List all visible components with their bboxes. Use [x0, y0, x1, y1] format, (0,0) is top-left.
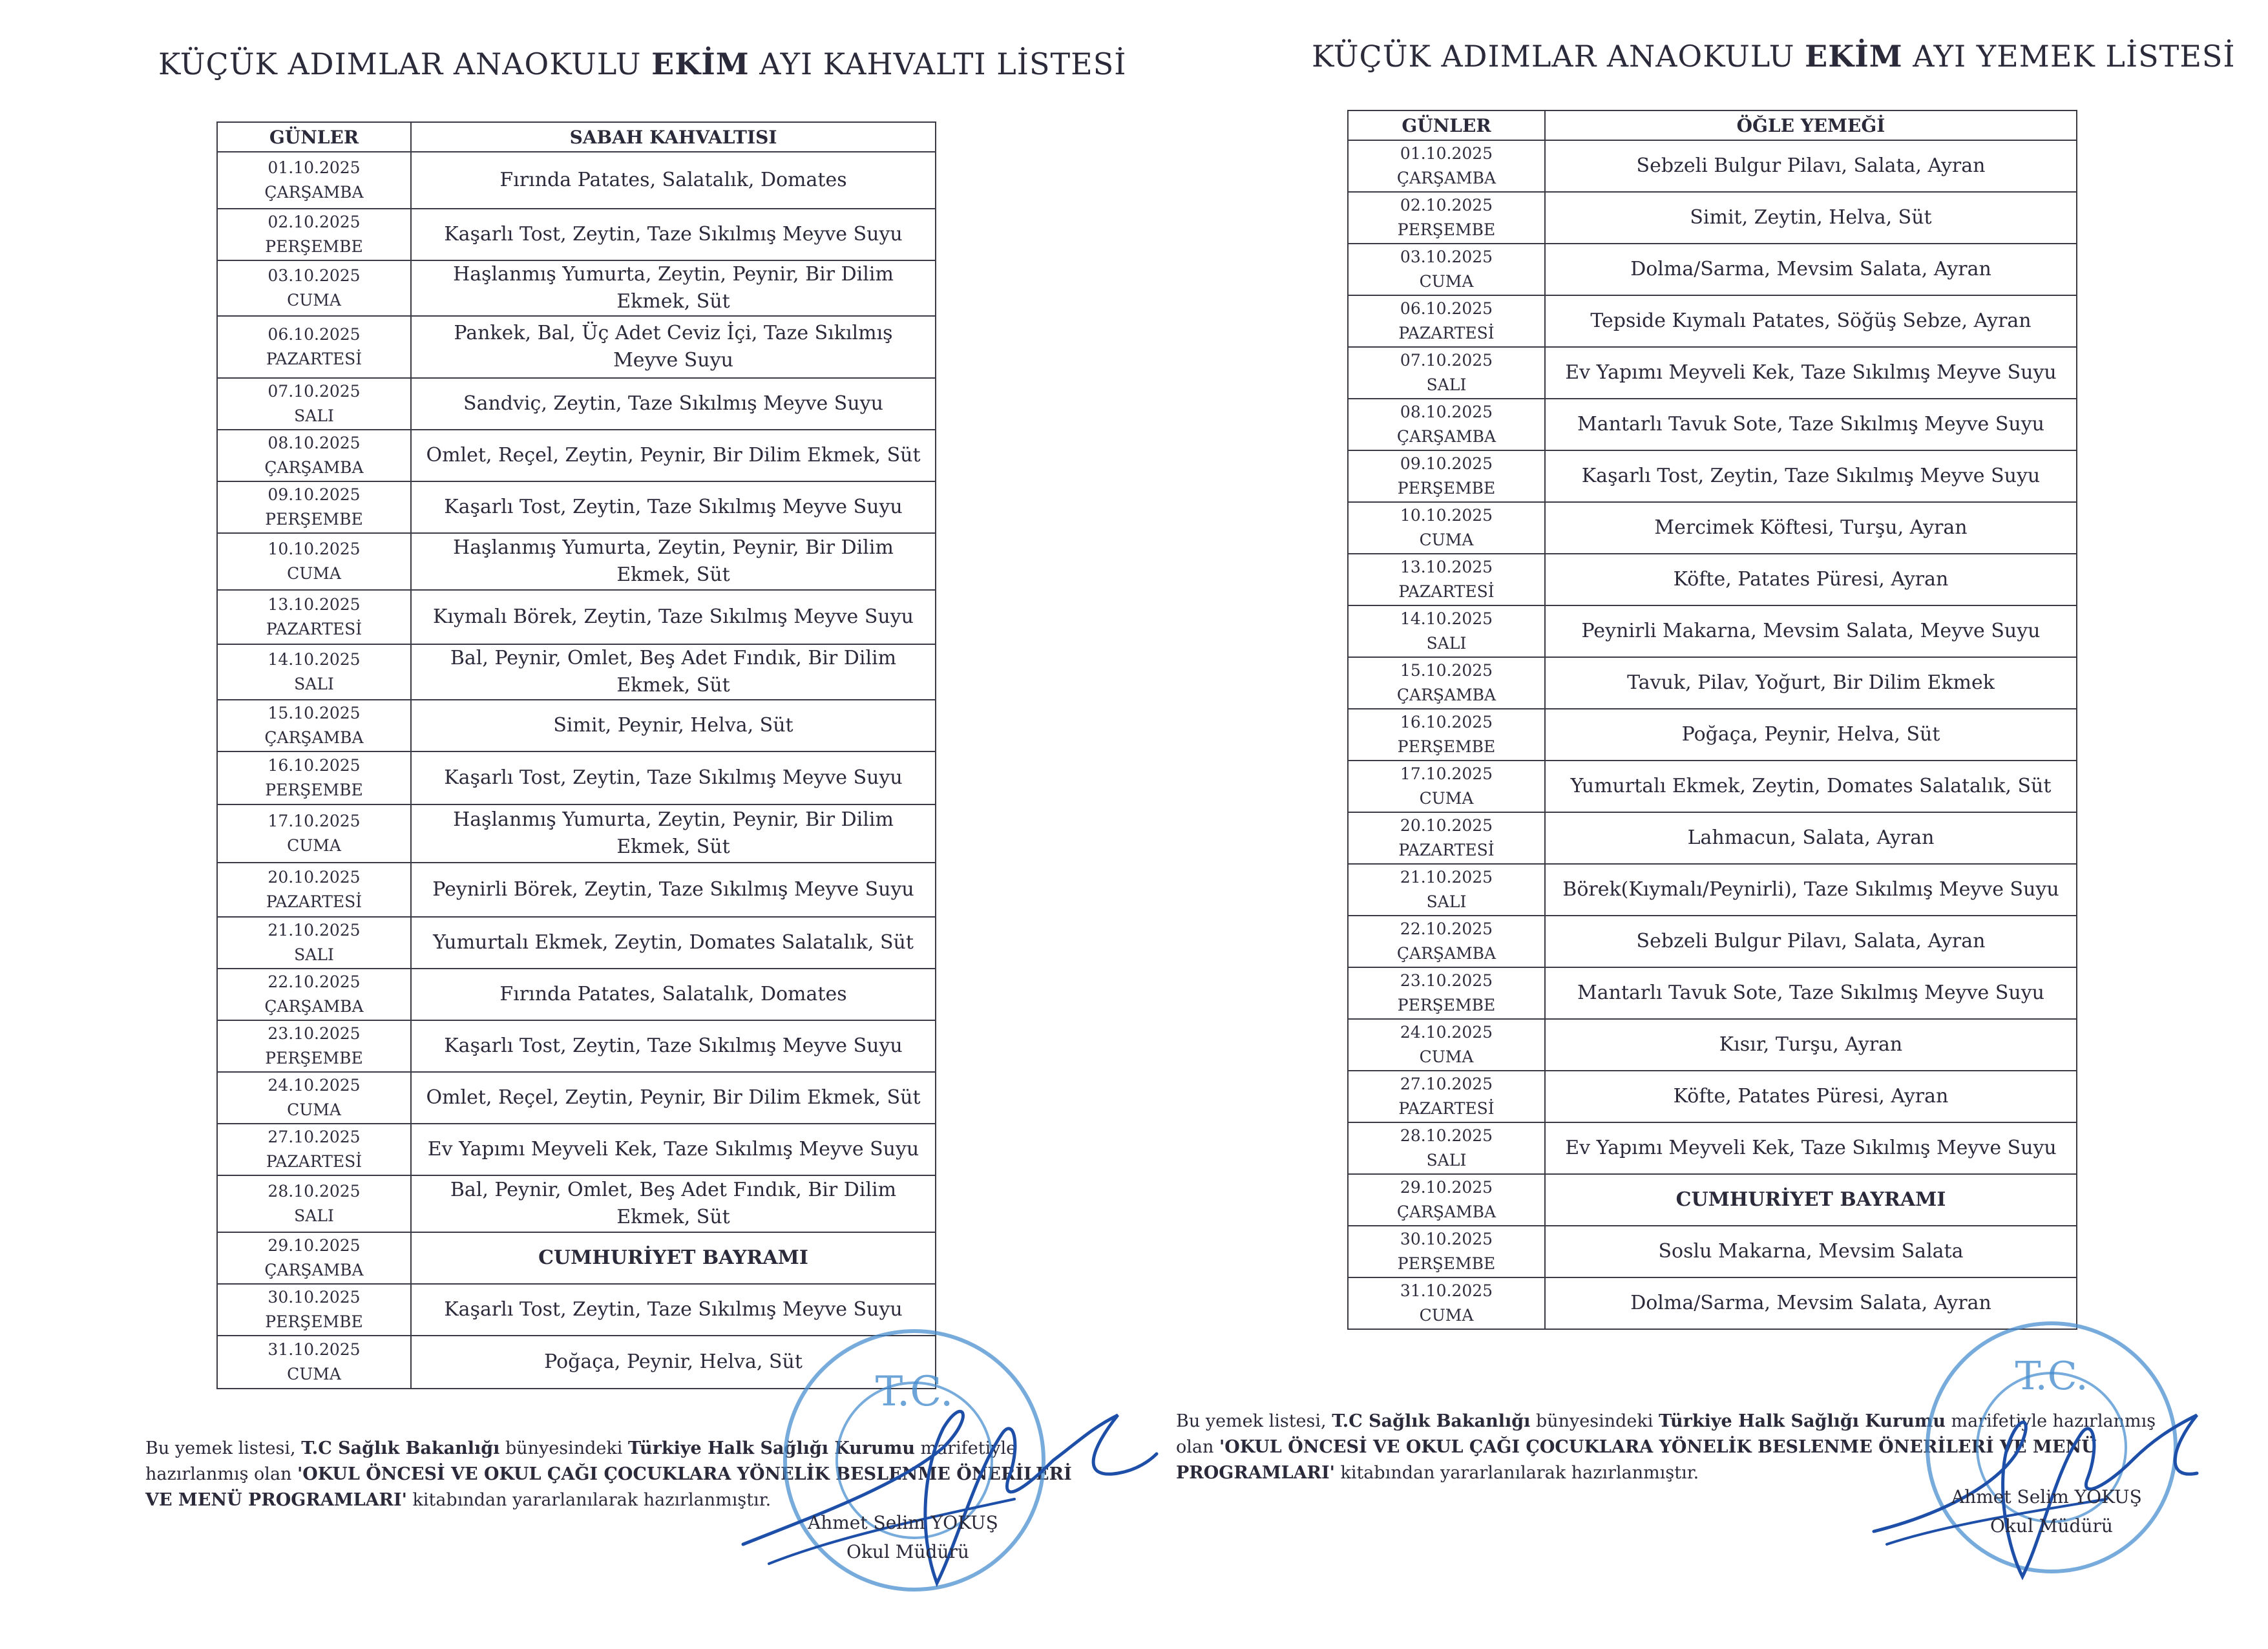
meal-cell: Haşlanmış Yumurta, Zeytin, Peynir, Bir Dilim Ekmek, Süt: [411, 804, 936, 863]
weekday-text: ÇARŞAMBA: [1396, 1203, 1496, 1221]
weekday-text: SALI: [1426, 634, 1467, 653]
weekday-text: CUMA: [1419, 789, 1474, 808]
day-cell: [217, 430, 411, 481]
weekday-text: SALI: [294, 406, 334, 425]
date-text: 15.10.2025: [268, 704, 361, 722]
date-text: 07.10.2025: [268, 382, 361, 401]
date-text: 17.10.2025: [268, 812, 361, 830]
lunch-table: [1347, 110, 2077, 1330]
day-cell: [1348, 761, 1545, 812]
meal-cell: Sandviç, Zeytin, Taze Sıkılmış Meyve Suyu: [411, 378, 936, 430]
meal-cell: Peynirli Makarna, Mevsim Salata, Meyve Suyu: [1545, 605, 2077, 657]
day-cell: [217, 863, 411, 917]
day-cell: [1348, 347, 1545, 399]
table-row: [1348, 140, 2077, 192]
weekday-text: SALI: [294, 1206, 334, 1225]
meal-cell: Ev Yapımı Meyveli Kek, Taze Sıkılmış Meyve Suyu: [1545, 1122, 2077, 1174]
day-cell: [1348, 1122, 1545, 1174]
weekday-text: SALI: [1426, 892, 1467, 911]
table-row: [1348, 450, 2077, 502]
signer-name: Ahmet Selim YOKUŞ: [1951, 1486, 2142, 1507]
holiday-cell: CUMHURİYET BAYRAMI: [411, 1232, 936, 1284]
column-header-meal: SABAH KAHVALTISI: [411, 122, 936, 152]
table-row: [1348, 967, 2077, 1019]
table-row: [1348, 864, 2077, 916]
table-row: [217, 533, 936, 590]
table-row: [217, 1175, 936, 1232]
weekday-text: SALI: [294, 675, 334, 693]
day-cell: [1348, 450, 1545, 502]
table-row: [1348, 295, 2077, 347]
weekday-text: PERŞEMBE: [265, 237, 363, 256]
meal-cell: Simit, Zeytin, Helva, Süt: [1545, 192, 2077, 244]
day-cell: [217, 152, 411, 209]
day-cell: [217, 590, 411, 644]
date-text: 08.10.2025: [268, 434, 361, 452]
table-row: [1348, 761, 2077, 812]
table-row: [217, 1232, 936, 1284]
table-row: [217, 917, 936, 969]
date-text: 08.10.2025: [1400, 403, 1493, 421]
date-text: 07.10.2025: [1400, 351, 1493, 370]
meal-cell: Peynirli Börek, Zeytin, Taze Sıkılmış Meyve Suyu: [411, 863, 936, 917]
meal-cell: Fırında Patates, Salatalık, Domates: [411, 152, 936, 209]
day-cell: [217, 804, 411, 863]
weekday-text: ÇARŞAMBA: [1396, 169, 1496, 187]
table-row: [217, 430, 936, 481]
date-text: 30.10.2025: [268, 1288, 361, 1307]
weekday-text: CUMA: [1419, 530, 1474, 549]
footnote-text-4: kitabından yararlanılarak hazırlanmıştır.: [1334, 1463, 1699, 1483]
day-cell: [217, 969, 411, 1020]
day-cell: [1348, 1071, 1545, 1122]
day-cell: [217, 1232, 411, 1284]
footnote-institution: Türkiye Halk Sağlığı Kurumu: [1659, 1411, 1946, 1431]
signature-scribble: [730, 1389, 1170, 1602]
column-header-days: GÜNLER: [217, 122, 411, 152]
date-text: 20.10.2025: [1400, 816, 1493, 835]
meal-cell: Kaşarlı Tost, Zeytin, Taze Sıkılmış Meyve Suyu: [411, 481, 936, 533]
meal-cell: Poğaça, Peynir, Helva, Süt: [411, 1336, 936, 1389]
table-row: [217, 1072, 936, 1124]
table-row: [217, 481, 936, 533]
weekday-text: SALI: [1426, 1151, 1467, 1170]
footnote-institution: Türkiye Halk Sağlığı Kurumu: [628, 1438, 915, 1458]
meal-cell: Omlet, Reçel, Zeytin, Peynir, Bir Dilim Ekmek, Süt: [411, 1072, 936, 1124]
meal-cell: Köfte, Patates Püresi, Ayran: [1545, 1071, 2077, 1122]
meal-cell: Fırında Patates, Salatalık, Domates: [411, 969, 936, 1020]
title-suffix: AYI KAHVALTI LİSTESİ: [759, 47, 1127, 81]
weekday-text: PERŞEMBE: [265, 1049, 363, 1067]
date-text: 28.10.2025: [268, 1182, 361, 1201]
date-text: 21.10.2025: [1400, 868, 1493, 887]
meal-cell: Poğaça, Peynir, Helva, Süt: [1545, 709, 2077, 761]
meal-cell: Ev Yapımı Meyveli Kek, Taze Sıkılmış Meyve Suyu: [411, 1124, 936, 1175]
meal-cell: Dolma/Sarma, Mevsim Salata, Ayran: [1545, 1277, 2077, 1329]
svg-text:T.C.: T.C.: [875, 1368, 954, 1416]
table-row: [217, 804, 936, 863]
table-row: [217, 1020, 936, 1072]
date-text: 15.10.2025: [1400, 661, 1493, 680]
date-text: 23.10.2025: [268, 1024, 361, 1043]
meal-cell: Haşlanmış Yumurta, Zeytin, Peynir, Bir Dilim Ekmek, Süt: [411, 533, 936, 590]
day-cell: [217, 1072, 411, 1124]
meal-cell: Yumurtalı Ekmek, Zeytin, Domates Salatalık, Süt: [1545, 761, 2077, 812]
table-row: [217, 969, 936, 1020]
date-text: 09.10.2025: [268, 485, 361, 504]
table-row: [1348, 1071, 2077, 1122]
day-cell: [1348, 1226, 1545, 1277]
weekday-text: PERŞEMBE: [1397, 996, 1496, 1014]
meal-cell: Köfte, Patates Püresi, Ayran: [1545, 554, 2077, 605]
date-text: 13.10.2025: [268, 595, 361, 614]
table-row: [1348, 554, 2077, 605]
meal-cell: Pankek, Bal, Üç Adet Ceviz İçi, Taze Sıkılmış Meyve Suyu: [411, 316, 936, 378]
weekday-text: CUMA: [287, 564, 341, 583]
weekday-text: CUMA: [1419, 1047, 1474, 1066]
table-header-row: [217, 122, 936, 152]
meal-cell: Kıymalı Börek, Zeytin, Taze Sıkılmış Meyve Suyu: [411, 590, 936, 644]
date-text: 09.10.2025: [1400, 454, 1493, 473]
meal-cell: Sebzeli Bulgur Pilavı, Salata, Ayran: [1545, 140, 2077, 192]
date-text: 20.10.2025: [268, 868, 361, 887]
title-month: EKİM: [1805, 39, 1903, 74]
day-cell: [1348, 295, 1545, 347]
day-cell: [217, 533, 411, 590]
weekday-text: CUMA: [287, 836, 341, 855]
weekday-text: CUMA: [287, 291, 341, 310]
table-row: [217, 590, 936, 644]
meal-cell: Börek(Kıymalı/Peynirli), Taze Sıkılmış Meyve Suyu: [1545, 864, 2077, 916]
day-cell: [217, 751, 411, 804]
table-row: [1348, 1226, 2077, 1277]
table-row: [217, 1124, 936, 1175]
signer-title: Okul Müdürü: [846, 1541, 969, 1562]
lunch-list-title: [1312, 39, 2236, 74]
weekday-text: PERŞEMBE: [1397, 737, 1496, 756]
day-cell: [217, 917, 411, 969]
table-row: [1348, 1019, 2077, 1071]
meal-cell: Sebzeli Bulgur Pilavı, Salata, Ayran: [1545, 916, 2077, 967]
date-text: 06.10.2025: [1400, 299, 1493, 318]
weekday-text: PAZARTESİ: [1398, 1099, 1495, 1118]
signer-name: Ahmet Selim YOKUŞ: [808, 1512, 998, 1533]
table-row: [1348, 1174, 2077, 1226]
day-cell: [1348, 502, 1545, 554]
meal-cell: Haşlanmış Yumurta, Zeytin, Peynir, Bir Dilim Ekmek, Süt: [411, 260, 936, 316]
date-text: 27.10.2025: [268, 1128, 361, 1146]
weekday-text: CUMA: [1419, 272, 1474, 291]
holiday-cell: CUMHURİYET BAYRAMI: [1545, 1174, 2077, 1226]
weekday-text: ÇARŞAMBA: [264, 997, 364, 1016]
meal-cell: Kaşarlı Tost, Zeytin, Taze Sıkılmış Meyve Suyu: [411, 1284, 936, 1336]
table-row: [1348, 347, 2077, 399]
meal-cell: Ev Yapımı Meyveli Kek, Taze Sıkılmış Meyve Suyu: [1545, 347, 2077, 399]
meal-cell: Kaşarlı Tost, Zeytin, Taze Sıkılmış Meyve Suyu: [1545, 450, 2077, 502]
date-text: 03.10.2025: [268, 266, 361, 285]
date-text: 23.10.2025: [1400, 971, 1493, 990]
table-row: [217, 700, 936, 751]
table-row: [1348, 916, 2077, 967]
breakfast-table: [216, 121, 936, 1389]
day-cell: [217, 1124, 411, 1175]
day-cell: [1348, 605, 1545, 657]
footnote-text-3: marifetiyle hazırlanmış olan: [145, 1438, 1017, 1484]
title-prefix: KÜÇÜK ADIMLAR ANAOKULU: [1312, 39, 1795, 74]
meal-cell: Lahmacun, Salata, Ayran: [1545, 812, 2077, 864]
meal-cell: Mercimek Köftesi, Turşu, Ayran: [1545, 502, 2077, 554]
day-cell: [1348, 1174, 1545, 1226]
table-row: [217, 644, 936, 700]
weekday-text: PERŞEMBE: [265, 1312, 363, 1331]
weekday-text: ÇARŞAMBA: [264, 183, 364, 202]
meal-cell: Yumurtalı Ekmek, Zeytin, Domates Salatalık, Süt: [411, 917, 936, 969]
date-text: 10.10.2025: [268, 540, 361, 558]
day-cell: [217, 260, 411, 316]
day-cell: [1348, 916, 1545, 967]
weekday-text: PERŞEMBE: [265, 510, 363, 529]
date-text: 01.10.2025: [1400, 144, 1493, 163]
weekday-text: PERŞEMBE: [1397, 220, 1496, 239]
date-text: 01.10.2025: [268, 158, 361, 177]
weekday-text: PAZARTESİ: [266, 620, 362, 638]
table-row: [1348, 709, 2077, 761]
day-cell: [217, 481, 411, 533]
table-row: [217, 260, 936, 316]
weekday-text: PAZARTESİ: [266, 892, 362, 911]
date-text: 27.10.2025: [1400, 1075, 1493, 1093]
meal-cell: Soslu Makarna, Mevsim Salata: [1545, 1226, 2077, 1277]
date-text: 14.10.2025: [268, 650, 361, 669]
title-month: EKİM: [651, 47, 750, 81]
weekday-text: ÇARŞAMBA: [264, 458, 364, 477]
footnote-book-title: 'OKUL ÖNCESİ VE OKUL ÇAĞI ÇOCUKLARA YÖNELİK BESLENME ÖNERİLERİ VE MENÜ PROGRAMLARI': [1176, 1437, 2097, 1483]
table-row: [217, 751, 936, 804]
day-cell: [217, 1175, 411, 1232]
footnote-text-1: Bu yemek listesi,: [1176, 1411, 1332, 1431]
weekday-text: ÇARŞAMBA: [264, 728, 364, 747]
date-text: 31.10.2025: [268, 1340, 361, 1359]
table-header-row: [1348, 110, 2077, 140]
meal-cell: Kaşarlı Tost, Zeytin, Taze Sıkılmış Meyve Suyu: [411, 209, 936, 260]
table-row: [1348, 399, 2077, 450]
day-cell: [1348, 1277, 1545, 1329]
weekday-text: CUMA: [287, 1100, 341, 1119]
weekday-text: PAZARTESİ: [1398, 582, 1495, 601]
day-cell: [1348, 967, 1545, 1019]
table-row: [1348, 605, 2077, 657]
weekday-text: PAZARTESİ: [266, 350, 362, 368]
day-cell: [1348, 192, 1545, 244]
date-text: 21.10.2025: [268, 921, 361, 940]
weekday-text: ÇARŞAMBA: [264, 1261, 364, 1279]
weekday-text: CUMA: [287, 1365, 341, 1383]
weekday-text: ÇARŞAMBA: [1396, 944, 1496, 963]
meal-cell: Kaşarlı Tost, Zeytin, Taze Sıkılmış Meyve Suyu: [411, 1020, 936, 1072]
meal-cell: Tepside Kıymalı Patates, Söğüş Sebze, Ayran: [1545, 295, 2077, 347]
day-cell: [217, 700, 411, 751]
date-text: 02.10.2025: [268, 213, 361, 231]
day-cell: [1348, 554, 1545, 605]
day-cell: [1348, 244, 1545, 295]
meal-cell: Kaşarlı Tost, Zeytin, Taze Sıkılmış Meyve Suyu: [411, 751, 936, 804]
table-row: [1348, 244, 2077, 295]
table-row: [217, 378, 936, 430]
table-row: [1348, 1122, 2077, 1174]
date-text: 13.10.2025: [1400, 558, 1493, 576]
date-text: 03.10.2025: [1400, 247, 1493, 266]
weekday-text: SALI: [1426, 375, 1467, 394]
weekday-text: ÇARŞAMBA: [1396, 686, 1496, 704]
footnote-text-2: bünyesindeki: [1530, 1411, 1659, 1431]
footnote-text-1: Bu yemek listesi,: [145, 1438, 302, 1458]
table-row: [1348, 812, 2077, 864]
day-cell: [1348, 709, 1545, 761]
weekday-text: ÇARŞAMBA: [1396, 427, 1496, 446]
date-text: 10.10.2025: [1400, 506, 1493, 525]
meal-cell: Omlet, Reçel, Zeytin, Peynir, Bir Dilim Ekmek, Süt: [411, 430, 936, 481]
weekday-text: PERŞEMBE: [1397, 479, 1496, 498]
meal-cell: Tavuk, Pilav, Yoğurt, Bir Dilim Ekmek: [1545, 657, 2077, 709]
date-text: 30.10.2025: [1400, 1230, 1493, 1248]
weekday-text: PERŞEMBE: [1397, 1254, 1496, 1273]
date-text: 29.10.2025: [268, 1236, 361, 1255]
meal-cell: Kısır, Turşu, Ayran: [1545, 1019, 2077, 1071]
weekday-text: PAZARTESİ: [1398, 324, 1495, 342]
date-text: 06.10.2025: [268, 325, 361, 344]
table-row: [1348, 192, 2077, 244]
weekday-text: SALI: [294, 945, 334, 964]
day-cell: [217, 1284, 411, 1336]
date-text: 28.10.2025: [1400, 1126, 1493, 1145]
day-cell: [217, 209, 411, 260]
meal-cell: Mantarlı Tavuk Sote, Taze Sıkılmış Meyve Suyu: [1545, 399, 2077, 450]
meal-cell: Mantarlı Tavuk Sote, Taze Sıkılmış Meyve Suyu: [1545, 967, 2077, 1019]
svg-text:T.C.: T.C.: [2015, 1354, 2088, 1399]
column-header-days: GÜNLER: [1348, 110, 1545, 140]
date-text: 16.10.2025: [1400, 713, 1493, 731]
day-cell: [1348, 864, 1545, 916]
meal-cell: Bal, Peynir, Omlet, Beş Adet Fındık, Bir Dilim Ekmek, Süt: [411, 1175, 936, 1232]
table-row: [217, 152, 936, 209]
day-cell: [1348, 140, 1545, 192]
signer-title: Okul Müdürü: [1990, 1515, 2113, 1537]
meal-cell: Simit, Peynir, Helva, Süt: [411, 700, 936, 751]
date-text: 22.10.2025: [1400, 919, 1493, 938]
footnote-ministry: T.C Sağlık Bakanlığı: [301, 1438, 500, 1458]
day-cell: [1348, 1019, 1545, 1071]
footnote-text-4: kitabından yararlanılarak hazırlanmıştır.: [406, 1490, 772, 1510]
footnote-ministry: T.C Sağlık Bakanlığı: [1332, 1411, 1531, 1431]
table-row: [1348, 657, 2077, 709]
date-text: 02.10.2025: [1400, 196, 1493, 215]
date-text: 16.10.2025: [268, 756, 361, 775]
footnote-text-3: marifetiyle hazırlanmış olan: [1176, 1411, 2156, 1457]
weekday-text: CUMA: [1419, 1306, 1474, 1325]
breakfast-list-title: [158, 47, 1126, 81]
table-row: [217, 316, 936, 378]
footnote-text-2: bünyesindeki: [499, 1438, 628, 1458]
meal-cell: Dolma/Sarma, Mevsim Salata, Ayran: [1545, 244, 2077, 295]
column-header-meal: ÖĞLE YEMEĞİ: [1545, 110, 2077, 140]
table-row: [217, 863, 936, 917]
day-cell: [217, 644, 411, 700]
date-text: 24.10.2025: [1400, 1023, 1493, 1042]
weekday-text: PAZARTESİ: [1398, 841, 1495, 859]
date-text: 22.10.2025: [268, 972, 361, 991]
day-cell: [1348, 657, 1545, 709]
date-text: 31.10.2025: [1400, 1281, 1493, 1300]
title-prefix: KÜÇÜK ADIMLAR ANAOKULU: [158, 47, 642, 81]
table-row: [1348, 502, 2077, 554]
date-text: 14.10.2025: [1400, 609, 1493, 628]
table-row: [217, 209, 936, 260]
day-cell: [217, 378, 411, 430]
footnote-book-title: 'OKUL ÖNCESİ VE OKUL ÇAĞI ÇOCUKLARA YÖNELİK BESLENME ÖNERİLERİ VE MENÜ PROGRAMLARI': [145, 1464, 1072, 1510]
day-cell: [217, 316, 411, 378]
day-cell: [217, 1336, 411, 1389]
weekday-text: PERŞEMBE: [265, 781, 363, 799]
day-cell: [1348, 399, 1545, 450]
weekday-text: PAZARTESİ: [266, 1152, 362, 1171]
day-cell: [1348, 812, 1545, 864]
date-text: 24.10.2025: [268, 1076, 361, 1095]
date-text: 17.10.2025: [1400, 764, 1493, 783]
day-cell: [217, 1020, 411, 1072]
meal-cell: Bal, Peynir, Omlet, Beş Adet Fındık, Bir Dilim Ekmek, Süt: [411, 644, 936, 700]
title-suffix: AYI YEMEK LİSTESİ: [1913, 39, 2236, 74]
date-text: 29.10.2025: [1400, 1178, 1493, 1197]
